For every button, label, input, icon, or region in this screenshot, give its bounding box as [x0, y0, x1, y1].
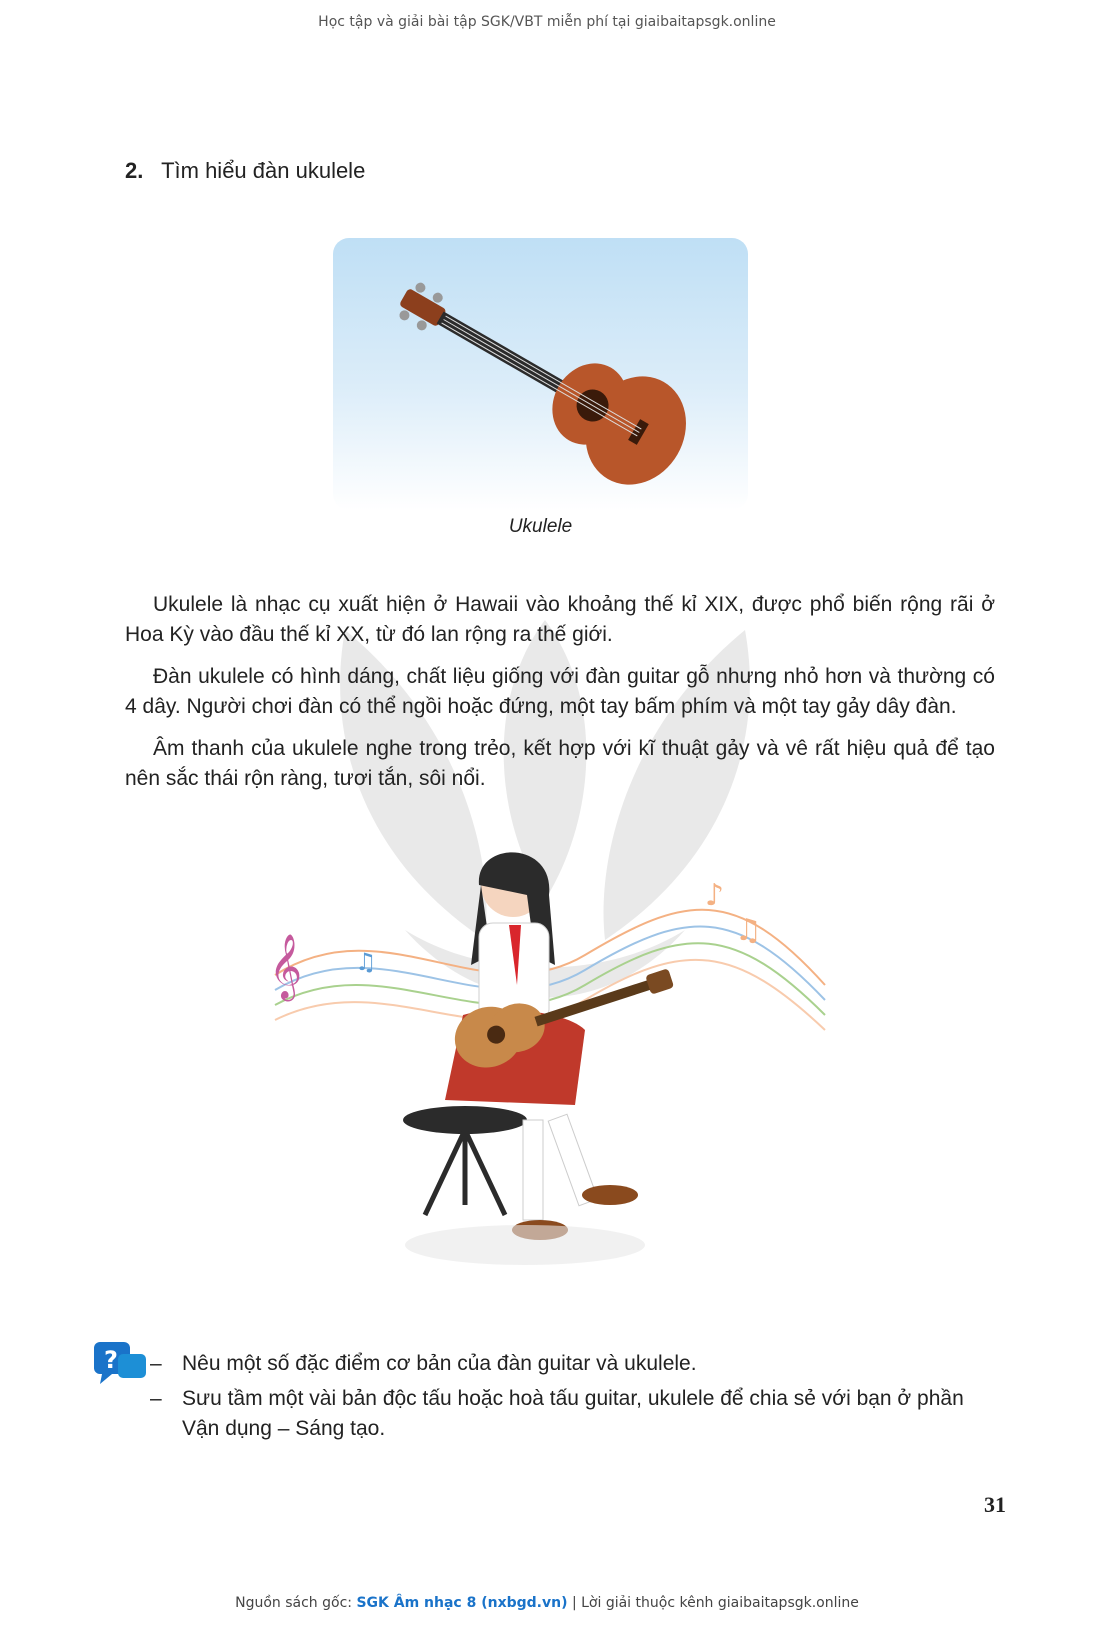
- page-number: 31: [984, 1492, 1006, 1517]
- footer-source-link[interactable]: SGK Âm nhạc 8 (nxbgd.vn): [356, 1595, 568, 1611]
- paragraph-1: Ukulele là nhạc cụ xuất hiện ở Hawaii vào khoảng thế kỉ XIX, được phổ biến rộng rãi ở Hoa Kỳ vào đầu thế kỉ XX, từ đó lan rộng ra thế giới.: [125, 593, 995, 646]
- section-title: Tìm hiểu đàn ukulele: [161, 158, 366, 183]
- question-text-1: Nêu một số đặc điểm cơ bản của đàn guitar và ukulele.: [182, 1352, 697, 1375]
- paragraph-3: Âm thanh của ukulele nghe trong trẻo, kết hợp với kĩ thuật gảy và vê rất hiệu quả để tạo nên sắc thái rộn ràng, tươi tắn, sôi nổi.: [125, 737, 995, 790]
- bullet-dash: –: [150, 1387, 162, 1410]
- bullet-dash: –: [150, 1352, 162, 1375]
- question-item-2: [150, 1384, 1000, 1444]
- ukulele-figure: [333, 238, 748, 510]
- section-number: 2.: [125, 158, 144, 183]
- question-chat-icon: [92, 1340, 148, 1386]
- top-banner: Học tập và giải bài tập SGK/VBT miễn phí tại giaibaitapsgk.online: [318, 14, 776, 30]
- section-heading: [125, 158, 365, 184]
- ukulele-illustration: [333, 238, 748, 510]
- question-item-1: [150, 1349, 1000, 1379]
- question-text-2: Sưu tầm một vài bản độc tấu hoặc hoà tấu guitar, ukulele để chia sẻ với bạn ở phần Vận dụng – Sáng tạo.: [182, 1387, 964, 1440]
- svg-text:?: ?: [104, 1346, 118, 1374]
- paragraph-2: Đàn ukulele có hình dáng, chất liệu giống với đàn guitar gỗ nhưng nhỏ hơn và thường có 4 dây. Người chơi đàn có thể ngồi hoặc đứng, một tay bấm phím và một tay gảy dây đàn.: [125, 665, 995, 718]
- svg-text:♫: ♫: [355, 948, 377, 976]
- figure-caption: Ukulele: [508, 516, 573, 537]
- svg-text:𝄞: 𝄞: [269, 934, 303, 999]
- footer-prefix: Nguồn sách gốc:: [235, 1595, 357, 1611]
- footer-suffix: | Lời giải thuộc kênh giaibaitapsgk.online: [567, 1595, 859, 1611]
- svg-text:♪: ♪: [705, 878, 725, 913]
- footer: [0, 1595, 1094, 1611]
- svg-text:♫: ♫: [735, 913, 762, 948]
- girl-playing-ukulele-illustration: [265, 845, 835, 1305]
